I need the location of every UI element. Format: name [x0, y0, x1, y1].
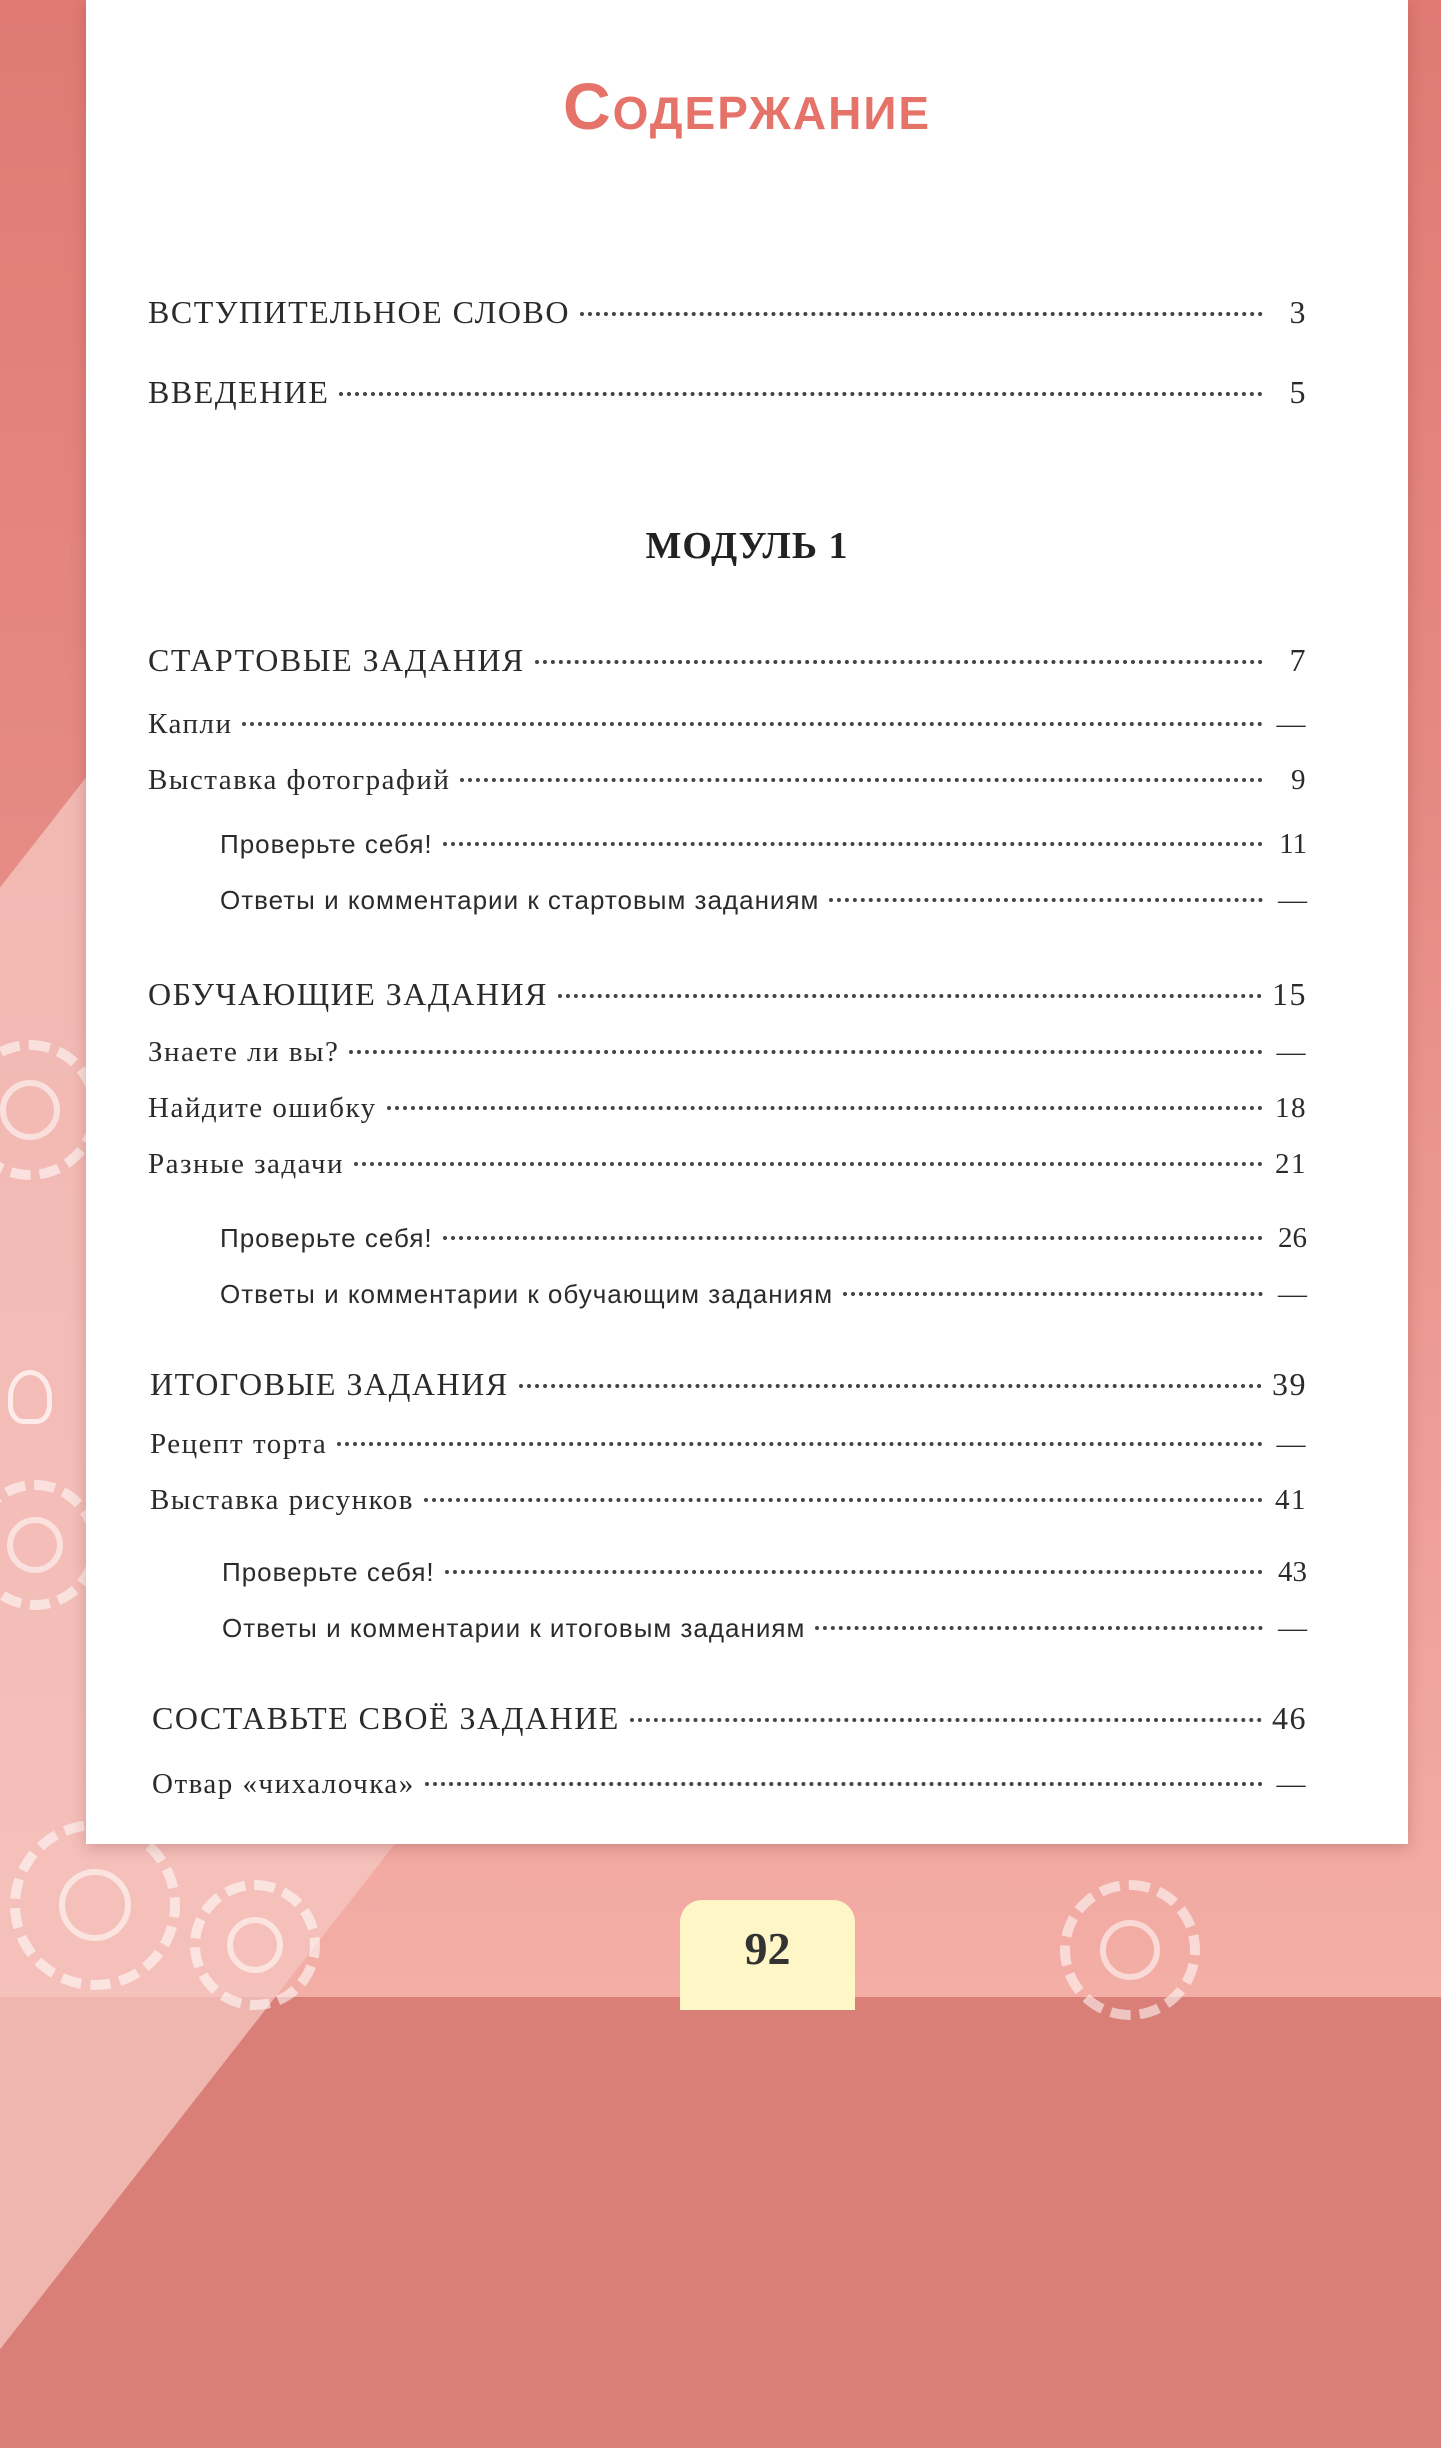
- toc-item[interactable]: [148, 764, 1307, 797]
- leader-dots: [443, 1236, 1263, 1240]
- toc-check-page: —: [1278, 1278, 1307, 1310]
- toc-section-label: СТАРТОВЫЕ ЗАДАНИЯ: [148, 642, 525, 678]
- toc-item-label: Отвар «чихалочка»: [152, 1768, 415, 1800]
- leader-dots: [535, 660, 1263, 664]
- toc-item-label: Найдите ошибку: [148, 1092, 377, 1124]
- toc-check-label: Ответы и комментарии к обучающим заданиям: [220, 1279, 834, 1309]
- toc-item[interactable]: [150, 1484, 1307, 1517]
- toc-item[interactable]: [148, 1148, 1307, 1181]
- toc-check[interactable]: [220, 884, 1307, 917]
- leader-dots: [339, 392, 1263, 396]
- toc-item-label: Выставка рисунков: [150, 1484, 414, 1516]
- toc-check[interactable]: [220, 1278, 1307, 1311]
- toc-item-label: Рецепт торта: [150, 1428, 328, 1460]
- leader-dots: [829, 898, 1263, 902]
- module-heading: МОДУЛЬ 1: [645, 525, 849, 567]
- toc-check-page: —: [1278, 884, 1307, 916]
- leader-dots: [337, 1442, 1263, 1446]
- toc-entry-label: ВВЕДЕНИЕ: [148, 374, 330, 410]
- toc-check-page: 11: [1279, 828, 1307, 860]
- leader-dots: [630, 1718, 1262, 1722]
- toc-check[interactable]: [222, 1612, 1307, 1645]
- gear-icon: [1060, 1880, 1200, 2020]
- toc-section-label: СОСТАВЬТЕ СВОЁ ЗАДАНИЕ: [152, 1700, 620, 1736]
- toc-item-label: Капли: [148, 708, 233, 740]
- toc-check-label: Ответы и комментарии к итоговым заданиям: [222, 1613, 806, 1643]
- toc-item[interactable]: [148, 1092, 1307, 1125]
- leader-dots: [425, 1782, 1263, 1786]
- toc-check-label: Ответы и комментарии к стартовым заданиям: [220, 885, 820, 915]
- leader-dots: [558, 994, 1262, 998]
- toc-item[interactable]: [148, 1036, 1307, 1069]
- leader-dots: [242, 722, 1263, 726]
- toc-entry-page: 5: [1289, 374, 1307, 410]
- page-number: 92: [744, 1923, 791, 1974]
- toc-item-label: Разные задачи: [148, 1148, 344, 1180]
- leader-dots: [354, 1162, 1263, 1166]
- toc-item-page: —: [1276, 708, 1307, 740]
- gear-icon: [190, 1880, 320, 2010]
- leader-dots: [387, 1106, 1263, 1110]
- toc-section-label: ОБУЧАЮЩИЕ ЗАДАНИЯ: [148, 976, 548, 1012]
- toc-check[interactable]: [222, 1556, 1307, 1589]
- toc-check-label: Проверьте себя!: [222, 1557, 435, 1587]
- toc-section[interactable]: [148, 642, 1307, 679]
- toc-entry[interactable]: [148, 374, 1307, 411]
- lightbulb-icon: [8, 1370, 52, 1424]
- toc-section-label: ИТОГОВЫЕ ЗАДАНИЯ: [150, 1366, 509, 1402]
- toc-check-label: Проверьте себя!: [220, 829, 433, 859]
- toc-check-label: Проверьте себя!: [220, 1223, 433, 1253]
- toc-item-page: 9: [1291, 764, 1307, 796]
- toc-section-page: 46: [1272, 1700, 1307, 1736]
- toc-item-label: Знаете ли вы?: [148, 1036, 340, 1068]
- leader-dots: [445, 1570, 1263, 1574]
- toc-item[interactable]: [150, 1428, 1307, 1461]
- leader-dots: [460, 778, 1263, 782]
- toc-section[interactable]: [148, 976, 1307, 1013]
- toc-section[interactable]: [152, 1700, 1307, 1737]
- toc-item-page: —: [1276, 1036, 1307, 1068]
- toc-check-page: —: [1278, 1612, 1307, 1644]
- toc-section-page: 7: [1289, 642, 1307, 678]
- toc-check[interactable]: [220, 828, 1307, 861]
- toc-section[interactable]: [150, 1366, 1307, 1403]
- toc-item-page: —: [1276, 1428, 1307, 1460]
- leader-dots: [843, 1292, 1263, 1296]
- toc-item[interactable]: [148, 708, 1307, 741]
- gear-icon: [10, 1820, 180, 1990]
- toc-entry[interactable]: [148, 294, 1307, 331]
- leader-dots: [580, 312, 1263, 316]
- leader-dots: [349, 1050, 1263, 1054]
- page-number-tab: [680, 1900, 855, 2010]
- leader-dots: [815, 1626, 1263, 1630]
- toc-check-page: 26: [1278, 1222, 1307, 1254]
- leader-dots: [443, 842, 1263, 846]
- toc-entry-label: ВСТУПИТЕЛЬНОЕ СЛОВО: [148, 294, 570, 330]
- toc-section-page: 15: [1272, 976, 1307, 1012]
- toc-item-page: 41: [1275, 1484, 1307, 1516]
- toc-item-page: —: [1276, 1768, 1307, 1800]
- toc-section-page: 39: [1272, 1366, 1307, 1402]
- leader-dots: [519, 1384, 1262, 1388]
- toc-item-label: Выставка фотографий: [148, 764, 451, 796]
- toc-page: [86, 0, 1408, 1844]
- toc-item-page: 18: [1275, 1092, 1307, 1124]
- toc-entry-page: 3: [1289, 294, 1307, 330]
- leader-dots: [424, 1498, 1263, 1502]
- page-title: Содержание: [562, 69, 932, 143]
- toc-check[interactable]: [220, 1222, 1307, 1255]
- toc-item[interactable]: [152, 1768, 1307, 1801]
- toc-item-page: 21: [1275, 1148, 1307, 1180]
- toc-check-page: 43: [1278, 1556, 1307, 1588]
